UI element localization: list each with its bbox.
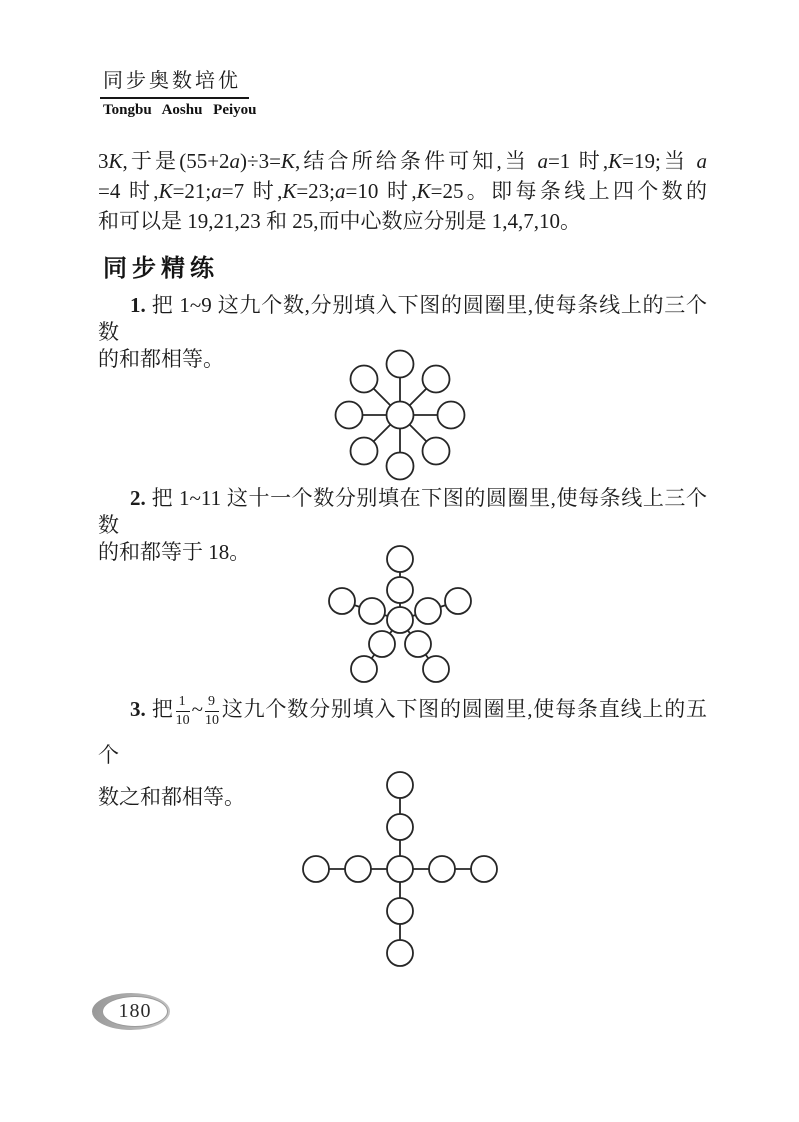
text-segment: K	[158, 179, 173, 203]
fraction-denominator: 10	[175, 712, 190, 728]
circle-node	[423, 438, 450, 465]
five-arm-star-eleven-circles-svg	[300, 539, 500, 689]
text-segment: a	[696, 149, 707, 173]
problem-2-line-1	[98, 485, 707, 539]
circle-node	[387, 898, 413, 924]
text-segment: K	[608, 149, 623, 173]
text-segment: 的和都等于 18。	[98, 540, 251, 564]
eight-spoke-wheel-nine-circles-svg	[330, 345, 470, 485]
page-number-badge	[92, 993, 170, 1030]
text-segment: 把 1~9 这九个数,分别填入下图的圆圈里,使每条线上的三个数	[98, 293, 707, 344]
problem-1-line-1	[98, 292, 707, 346]
circle-node	[387, 402, 414, 429]
text-segment: 2.	[130, 486, 146, 510]
text-segment: 把 1~11 这十一个数分别填在下图的圆圈里,使每条线上三个数	[98, 486, 707, 537]
fraction	[205, 694, 219, 729]
circle-node	[387, 546, 413, 572]
text-segment: ~	[191, 697, 204, 721]
circle-node	[359, 598, 385, 624]
text-segment: =21;	[172, 179, 212, 203]
text-segment: =10 时,	[345, 179, 417, 203]
problem-1-diagram	[330, 345, 470, 490]
text-segment: K	[108, 149, 123, 173]
fraction	[176, 694, 190, 729]
text-segment: =1 时,	[547, 149, 609, 173]
text-segment: =23;	[296, 179, 336, 203]
text-segment: 把	[145, 697, 174, 721]
circle-node	[387, 453, 414, 480]
circle-node	[351, 438, 378, 465]
circle-node	[471, 856, 497, 882]
problem-3-line-1	[98, 686, 707, 778]
circle-node	[387, 814, 413, 840]
page-number: 180	[102, 996, 168, 1027]
text-segment: K	[416, 179, 431, 203]
text-segment: =19;当	[622, 149, 697, 173]
circle-node	[423, 366, 450, 393]
text-segment: =25。即每条线上四个数的	[430, 179, 708, 203]
text-segment: K	[282, 179, 297, 203]
text-segment: )÷3=	[240, 149, 281, 173]
text-segment: a	[211, 179, 222, 203]
text-segment: =7 时,	[221, 179, 283, 203]
text-segment: 3.	[130, 697, 146, 721]
book-title-chinese: 同步奥数培优	[100, 68, 249, 99]
text-segment: 的和都相等。	[98, 347, 224, 371]
circle-node	[387, 607, 413, 633]
text-segment: =4 时,	[98, 179, 159, 203]
circle-node	[415, 598, 441, 624]
fraction-numerator: 1	[176, 694, 190, 712]
text-segment: K	[280, 149, 295, 173]
cross-nine-circles-svg	[295, 769, 505, 969]
circle-node	[423, 656, 449, 682]
circle-node	[387, 351, 414, 378]
circle-node	[351, 656, 377, 682]
text-segment: 和可以是 19,21,23 和 25,而中心数应分别是 1,4,7,10。	[98, 209, 581, 233]
circle-node	[303, 856, 329, 882]
circle-node	[329, 588, 355, 614]
circle-node	[387, 577, 413, 603]
text-segment: 这九个数分别填入下图的圆圈里,使每条直线上的五个	[98, 697, 708, 767]
circle-node	[336, 402, 363, 429]
circle-node	[387, 772, 413, 798]
page-header	[100, 68, 257, 118]
circle-node	[387, 940, 413, 966]
text-segment: ,于是(55+2	[122, 149, 230, 173]
circle-node	[369, 631, 395, 657]
text-segment: a	[229, 149, 241, 173]
text-segment: a	[537, 149, 548, 173]
solution-line-3	[98, 206, 707, 236]
circle-node	[429, 856, 455, 882]
circle-node	[438, 402, 465, 429]
solution-line-2	[98, 176, 707, 206]
text-segment: ,结合所给条件可知,当	[294, 149, 538, 173]
problem-3-diagram	[295, 769, 505, 974]
book-title-pinyin: Tongbu Aoshu Peiyou	[103, 102, 257, 118]
text-segment: 3	[98, 149, 109, 173]
circle-node	[345, 856, 371, 882]
fraction-numerator: 9	[205, 694, 219, 712]
circle-node	[405, 631, 431, 657]
solution-line-1	[98, 146, 707, 176]
text-segment: a	[335, 179, 346, 203]
text-segment: 1.	[130, 293, 146, 317]
circle-node	[351, 366, 378, 393]
problem-2-diagram	[300, 539, 500, 694]
solution-paragraph	[98, 146, 707, 236]
circle-node	[387, 856, 413, 882]
fraction-denominator: 10	[205, 712, 220, 728]
text-segment: 数之和都相等。	[98, 785, 245, 809]
section-title: 同步精练	[103, 256, 219, 282]
circle-node	[445, 588, 471, 614]
